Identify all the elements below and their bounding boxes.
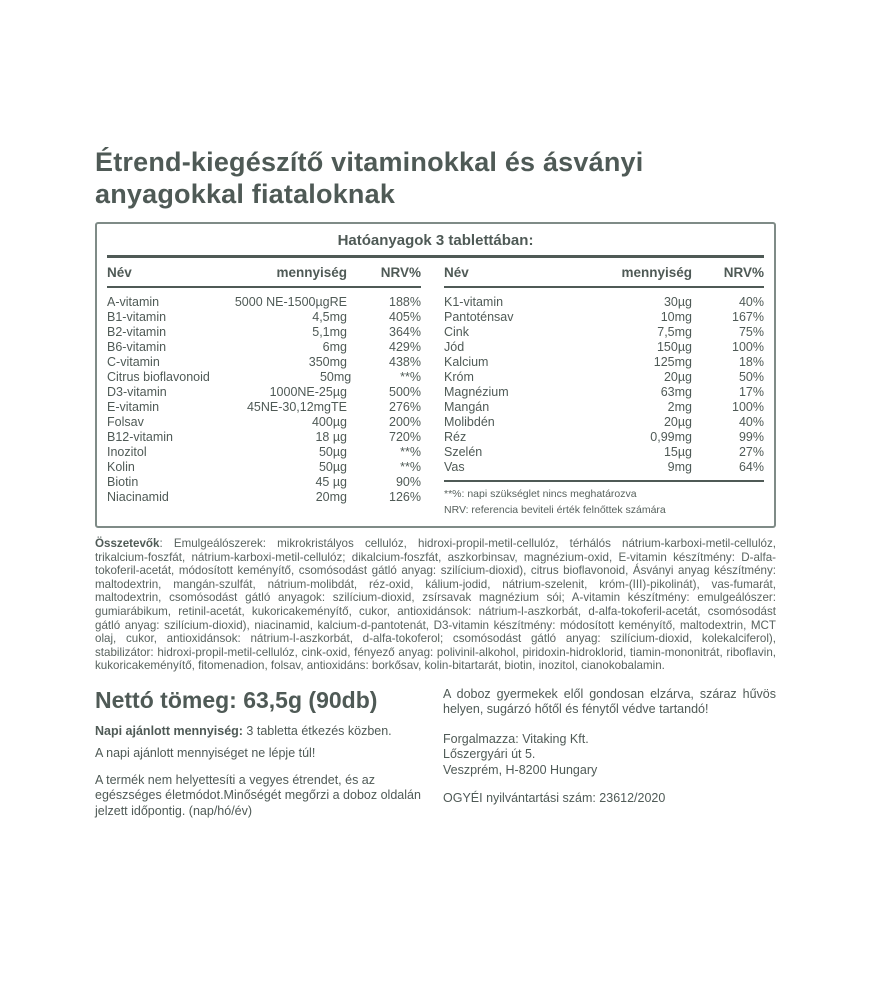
distributor-name: Forgalmazza: Vitaking Kft. <box>443 731 589 746</box>
table-row <box>107 460 421 475</box>
nutrient-amount: 45NE-30,12mgTE <box>246 400 347 414</box>
table-footnotes <box>444 486 764 518</box>
header-nrv: NRV% <box>380 265 421 280</box>
page-title-line1: Étrend-kiegészítő vitaminokkal és ásványi <box>95 147 644 177</box>
header-amount: mennyiség <box>621 265 692 280</box>
nutrient-nrv: 40% <box>738 415 764 429</box>
warning-line: A napi ajánlott mennyiséget ne lépje túl! <box>95 746 316 761</box>
page-title-line2: anyagokkal fiataloknak <box>95 179 396 209</box>
table-row <box>107 295 421 310</box>
nutrient-amount: 125mg <box>653 355 692 369</box>
nutrient-nrv: 276% <box>389 400 421 414</box>
nutrient-nrv: 27% <box>738 445 764 459</box>
table-caption: Hatóanyagok 3 tablettában: <box>337 232 534 249</box>
nutrient-name: B1-vitamin <box>107 310 167 324</box>
nutrient-name: Pantoténsav <box>444 310 514 324</box>
nutrient-nrv: 200% <box>389 415 421 429</box>
nutrient-nrv: 75% <box>738 325 764 339</box>
nutrient-name: Cink <box>444 325 470 339</box>
table-row <box>444 385 764 400</box>
nutrient-amount: 15µg <box>663 445 692 459</box>
nutrient-rows-left <box>107 295 421 505</box>
nutrient-name: Jód <box>444 340 465 354</box>
table-row <box>107 415 421 430</box>
table-row <box>107 475 421 490</box>
table-row <box>444 445 764 460</box>
nutrition-facts-table <box>95 222 776 528</box>
nutrient-nrv: 720% <box>389 430 421 444</box>
nutrient-nrv: 90% <box>395 475 421 489</box>
nutrient-nrv: 364% <box>389 325 421 339</box>
nutrient-nrv: 50% <box>738 370 764 384</box>
nutrient-name: D3-vitamin <box>107 385 167 399</box>
disclaimer-note: A termék nem helyettesíti a vegyes étrendet, és az egészséges életmódot.Minőségét megőrzi a doboz oldalán jelzett időpontig. (nap/hó/év) <box>95 772 421 818</box>
nutrient-name: Mangán <box>444 400 490 414</box>
nutrient-nrv: 188% <box>389 295 421 309</box>
registration-number: OGYÉI nyilvántartási szám: 23612/2020 <box>443 791 666 806</box>
nutrient-amount: 350mg <box>308 355 347 369</box>
table-row <box>107 445 421 460</box>
nutrient-amount: 4,5mg <box>312 310 347 324</box>
nutrient-nrv: 17% <box>738 385 764 399</box>
page-title <box>95 146 776 210</box>
nutrient-nrv: 100% <box>732 400 764 414</box>
nutrient-name: Réz <box>444 430 467 444</box>
nutrient-name: B2-vitamin <box>107 325 167 339</box>
table-row <box>107 310 421 325</box>
net-weight: Nettó tömeg: 63,5g (90db) <box>95 686 378 713</box>
nutrient-amount: 50µg <box>318 460 347 474</box>
table-row <box>444 295 764 310</box>
nutrient-nrv: 438% <box>389 355 421 369</box>
table-row <box>107 430 421 445</box>
distributor-city: Veszprém, H-8200 Hungary <box>443 762 598 777</box>
nutrient-name: Niacinamid <box>107 490 169 504</box>
nutrient-name: K1-vitamin <box>444 295 504 309</box>
nutrient-amount: 2mg <box>667 400 692 414</box>
nutrient-name: Kalcium <box>444 355 489 369</box>
nutrient-nrv: 429% <box>389 340 421 354</box>
nutrient-name: Magnézium <box>444 385 509 399</box>
nutrient-nrv: 405% <box>389 310 421 324</box>
nutrient-rows-right <box>444 295 764 475</box>
header-name: Név <box>444 265 469 280</box>
nutrient-amount: 10mg <box>660 310 692 324</box>
nutrient-nrv: 126% <box>389 490 421 504</box>
table-row <box>444 430 764 445</box>
nutrient-amount: 45 µg <box>315 475 347 489</box>
table-left-half <box>107 258 421 518</box>
table-row <box>107 340 421 355</box>
table-row <box>444 400 764 415</box>
nutrient-amount: 0,99mg <box>650 430 692 444</box>
supplement-label <box>95 146 776 832</box>
table-row <box>444 460 764 475</box>
dosage-label: Napi ajánlott mennyiség: <box>95 723 243 738</box>
table-row <box>444 370 764 385</box>
table-footnote: **%: napi szükséglet nincs meghatározva <box>444 488 637 500</box>
nutrient-amount: 50µg <box>318 445 347 459</box>
table-row <box>107 355 421 370</box>
nutrient-name: Molibdén <box>444 415 495 429</box>
nutrient-name: E-vitamin <box>107 400 160 414</box>
footnote-rule <box>444 480 764 482</box>
nutrient-amount: 6mg <box>322 340 347 354</box>
nutrient-amount: 20µg <box>663 415 692 429</box>
nutrient-nrv: **% <box>400 370 421 384</box>
nutrient-nrv: 18% <box>738 355 764 369</box>
nutrient-amount: 150µg <box>656 340 692 354</box>
header-amount: mennyiség <box>276 265 347 280</box>
table-row <box>107 325 421 340</box>
nutrient-name: C-vitamin <box>107 355 160 369</box>
ingredients-label: Összetevők <box>95 537 160 550</box>
nutrient-amount: 18 µg <box>315 430 347 444</box>
table-row <box>444 355 764 370</box>
nutrient-amount: 1000NE-25µg <box>269 385 347 399</box>
nutrient-name: B12-vitamin <box>107 430 173 444</box>
ingredients-text: : Emulgeálószerek: mikrokristályos cellulóz, hidroxi-propil-metil-cellulóz, térhálós nátrium-karboxi-metil-cellulóz, trikalcium-foszfát, nátrium-karboxi-metil-cellulóz; dikalcium-foszfát, aszkorbinsav, magnézium-oxid, E-vitamin készítmény: D-alfa-tokoferil-acetát, módosított keményítő, csomósodást gátló anyag: szilícium-dioxid), citrus bioflavonoid, Ásványi anyag készítmény: maltodextrin, mangán-szulfát, nátrium-molibdát, réz-oxid, kálium-jodid, nátrium-szelenit, króm-(III)-pikolinát), vas-fumarát, maltodextrin, csomósodást gátló anyagok: szilícium-dioxid, zsírsavak magnézium sói; A-vitamin készítmény: emulgeálószer: gumiarábikum, retinil-acetát, kukoricakeményítő, cukor, antioxidánsok: nátrium-l-aszkorbát, d-alfa-tokoferil-acetát, csomósodást gátló anyag: szilícium-dioxid), niacinamid, kalcium-d-pantotenát, D3-vitamin készítmény: módosított keményítő, maltodextrin, MCT olaj, cukor, antioxidánsok: nátrium-l-aszkorbát, d-alfa-tokoferol; csomósodást gátló anyag: szilícium-dioxid, kolekalciferol), stabilizátor: hidroxi-propil-metil-cellulóz, cink-oxid, fényező anyag: polivinil-alkohol, piridoxin-hidroklorid, tiamin-mononitrát, riboflavin, kukoricakeményítő, fitomenadion, folsav, antioxidáns: borkősav, kolin-bitartarát, biotin, inozitol, cianokobalamin. <box>95 537 776 673</box>
table-row <box>444 325 764 340</box>
bottom-right-column <box>443 685 776 832</box>
nutrient-amount: 5000 NE-1500µgRE <box>234 295 347 309</box>
nutrient-amount: 30µg <box>663 295 692 309</box>
table-right-half <box>444 258 764 518</box>
table-footnote: NRV: referencia beviteli érték felnőttek számára <box>444 504 666 516</box>
header-nrv: NRV% <box>723 265 764 280</box>
header-name: Név <box>107 265 132 280</box>
ingredients-paragraph <box>95 537 776 673</box>
nutrient-name: B6-vitamin <box>107 340 167 354</box>
nutrient-amount: 63mg <box>660 385 692 399</box>
nutrient-name: Folsav <box>107 415 144 429</box>
nutrient-nrv: **% <box>400 460 421 474</box>
nutrient-amount: 9mg <box>667 460 692 474</box>
nutrient-amount: 5,1mg <box>312 325 347 339</box>
nutrient-amount: 7,5mg <box>657 325 692 339</box>
table-row <box>444 340 764 355</box>
nutrient-name: A-vitamin <box>107 295 160 309</box>
table-halves <box>107 258 764 518</box>
nutrient-name: Szelén <box>444 445 483 459</box>
bottom-left-column <box>95 685 440 832</box>
nutrient-nrv: 100% <box>732 340 764 354</box>
dosage-line <box>95 724 440 740</box>
storage-instructions: A doboz gyermekek elől gondosan elzárva, száraz hűvös helyen, sugárzó hőtől és fénytől védve tartandó! <box>443 686 776 717</box>
table-header-row-left <box>107 258 421 288</box>
table-header-row-right <box>444 258 764 288</box>
nutrient-nrv: 64% <box>738 460 764 474</box>
nutrient-name: Vas <box>444 460 465 474</box>
nutrient-amount: 50mg <box>319 370 352 384</box>
distributor-block <box>443 732 776 779</box>
nutrient-name: Kolin <box>107 460 135 474</box>
nutrient-amount: 20mg <box>315 490 347 504</box>
table-row <box>107 490 421 505</box>
table-row <box>107 370 421 385</box>
nutrient-nrv: 99% <box>738 430 764 444</box>
nutrient-nrv: **% <box>400 445 421 459</box>
dosage-text: 3 tabletta étkezés közben. <box>242 723 392 738</box>
nutrient-nrv: 40% <box>738 295 764 309</box>
nutrient-name: Biotin <box>107 475 139 489</box>
table-row <box>444 310 764 325</box>
nutrient-amount: 20µg <box>663 370 692 384</box>
bottom-section <box>95 685 776 832</box>
nutrient-name: Citrus bioflavonoid <box>107 370 210 384</box>
nutrient-nrv: 500% <box>389 385 421 399</box>
distributor-street: Lőszergyári út 5. <box>443 747 536 762</box>
nutrient-nrv: 167% <box>732 310 764 324</box>
table-row <box>107 400 421 415</box>
nutrient-name: Króm <box>444 370 474 384</box>
table-row <box>444 415 764 430</box>
nutrient-amount: 400µg <box>311 415 347 429</box>
table-row <box>107 385 421 400</box>
nutrient-name: Inozitol <box>107 445 147 459</box>
